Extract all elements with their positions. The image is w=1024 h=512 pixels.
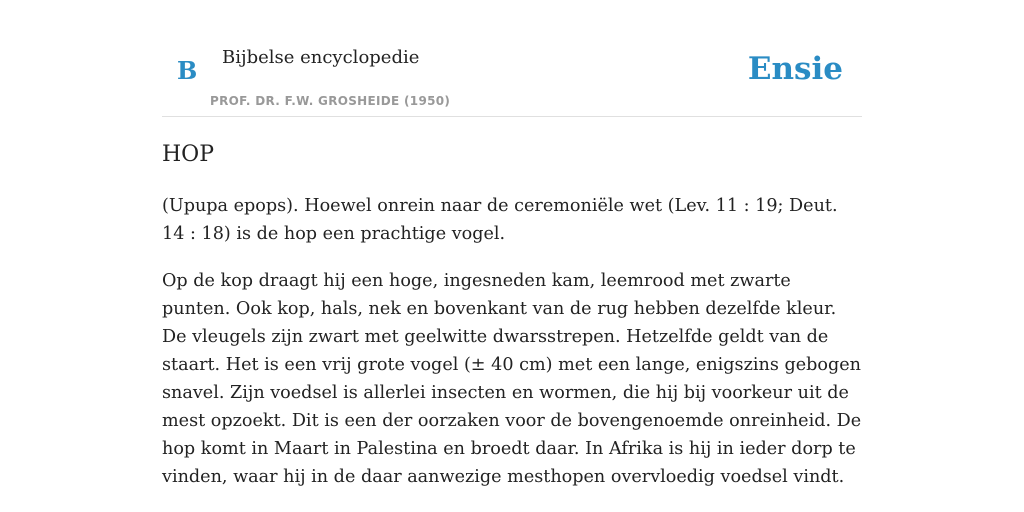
author-credit: PROF. DR. F.W. GROSHEIDE (1950) [210, 94, 451, 108]
entry-paragraph: (Upupa epops). Hoewel onrein naar de ceremoniële wet (Lev. 11 : 19; Deut. 14 : 18) is de hop een prachtige vogel. [162, 196, 838, 244]
ensie-logo-link[interactable]: Ensie [747, 51, 843, 87]
entry-paragraph: Op de kop draagt hij een hoge, ingesneden kam, leemrood met zwarte punten. Ook kop, hals, nek en bovenkant van de rug hebben dezelfde kleur. De vleugels zijn zwart met geelwitte dwarsstrepen. Hetzelfde geldt van de staart. Het is een vrij grote vogel (± 40 cm) met een lange, enigszins gebogen snavel. Zijn voedsel is allerlei insecten en wormen, die hij bij voorkeur uit de mest opzoekt. Dit is een der oorzaken voor de bovengenoemde onreinheid. De hop komt in Maart in Palestina en broedt daar. In Afrika is hij in ieder dorp te vinden, waar hij in de daar aanwezige mesthopen overvloedig voedsel vindt. [162, 271, 862, 487]
book-title-link[interactable]: Bijbelse encyclopedie [222, 47, 420, 68]
entry-title: HOP [162, 142, 215, 167]
entry-content [162, 192, 862, 510]
header [162, 0, 862, 117]
book-logo[interactable]: B [177, 56, 198, 85]
